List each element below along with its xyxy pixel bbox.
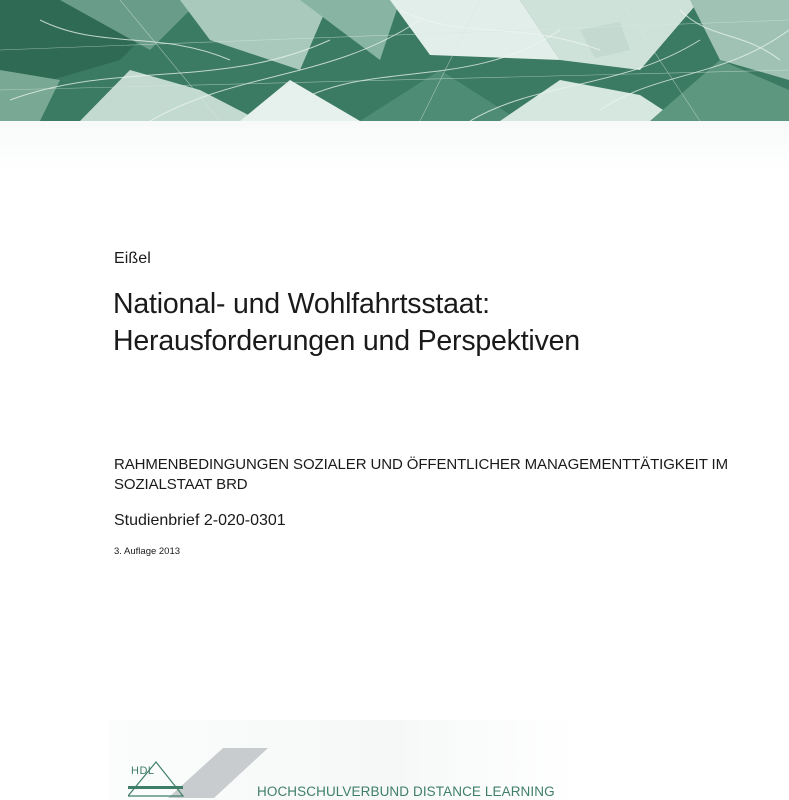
edition-info: 3. Auflage 2013 [114, 546, 181, 557]
studienbrief-number: Studienbrief 2-020-0301 [114, 512, 286, 529]
banner-fade [0, 121, 789, 171]
course-subtitle [114, 455, 774, 495]
organization-name: HOCHSCHULVERBUND DISTANCE LEARNING [257, 784, 555, 799]
author-name: Eißel [114, 250, 151, 267]
subtitle-line-2: SOZIALSTAAT BRD [114, 476, 248, 493]
subtitle-line-1: RAHMENBEDINGUNGEN SOZIALER UND ÖFFENTLICHER MANAGEMENTTÄTIGKEIT IM [114, 456, 729, 473]
document-title [113, 286, 753, 360]
title-line-1: National- und Wohlfahrtsstaat: [113, 288, 490, 320]
hdl-abbreviation: HDL [131, 765, 155, 777]
title-line-2: Herausforderungen und Perspektiven [113, 325, 580, 357]
banner-texture-image [0, 0, 789, 121]
